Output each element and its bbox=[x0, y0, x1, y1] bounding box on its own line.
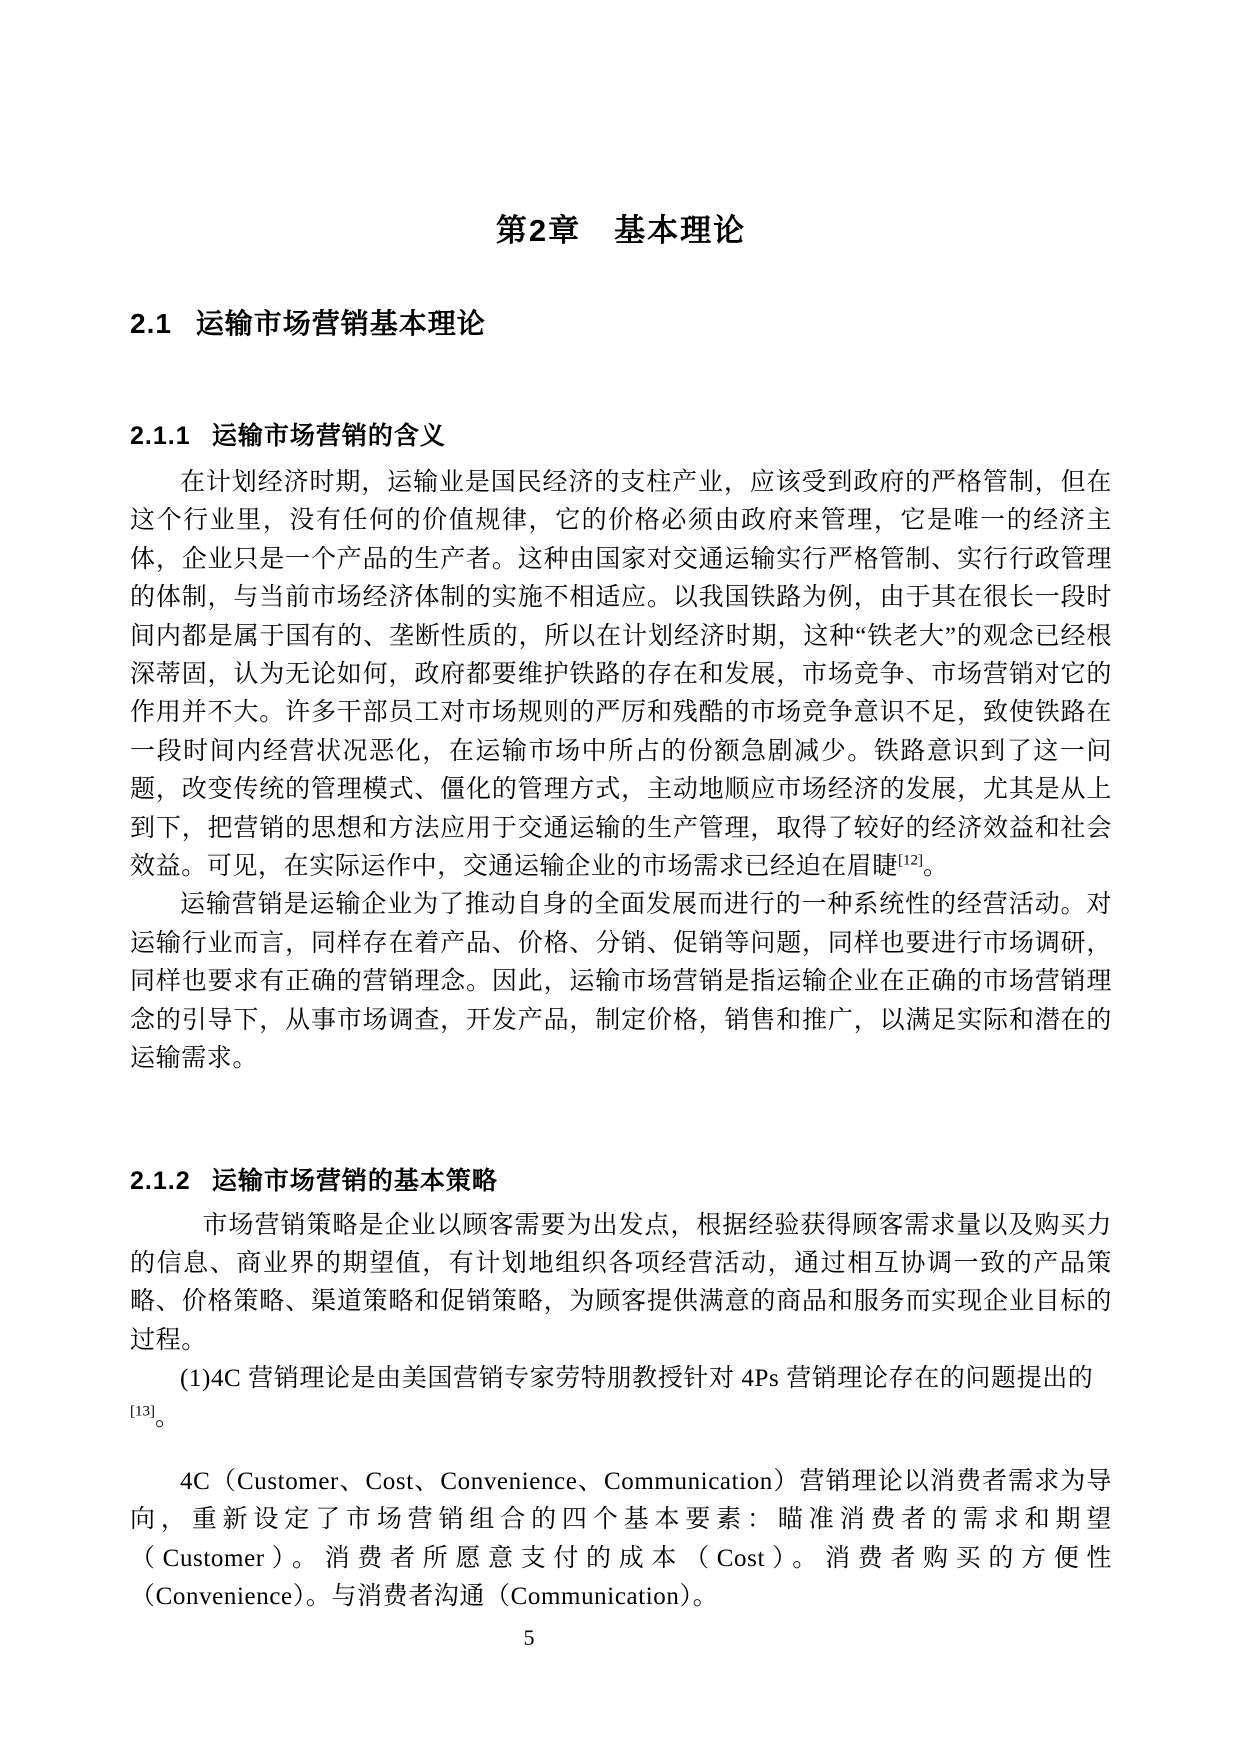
paragraph-3: 市场营销策略是企业以顾客需要为出发点，根据经验获得顾客需求量以及购买力的信息、商业界的期望值，有计划地组织各项经营活动，通过相互协调一致的产品策略、价格策略、渠道策略和促销策略，为顾客提供满意的商品和服务而实现企业目标的过程。 bbox=[130, 1211, 1112, 1354]
subsection-heading-2-1-1 bbox=[130, 418, 1112, 454]
paragraph-1-text: 在计划经济时期，运输业是国民经济的支柱产业，应该受到政府的严格管制，但在这个行业里，没有任何的价值规律，它的价格必须由政府来管理，它是唯一的经济主体，企业只是一个产品的生产者。这种由国家对交通运输实行严格管制、实行行政管理的体制，与当前市场经济体制的实施不相适应。以我国铁路为例，由于其在很长一段时间内都是属于国有的、垄断性质的，所以在计划经济时期，这种“铁老大”的观念已经根深蒂固，认为无论如何，政府都要维护铁路的存在和发展，市场竞争、市场营销对它的作用并不大。许多干部员工对市场规则的严厉和残酷的市场竞争意识不足，致使铁路在一段时间内经营状况恶化，在运输市场中所占的份额急剧减少。铁路意识到了这一问题，改变传统的管理模式、僵化的管理方式，主动地顺应市场经济的发展，尤其是从上到下，把营销的思想和方法应用于交通运输的生产管理，取得了较好的经济效益和社会效益。可见，在实际运作中，交通运输企业的市场需求已经迫在眉睫 bbox=[130, 469, 1112, 881]
subsection-title: 运输市场营销的基本策略 bbox=[211, 1166, 498, 1195]
subsection-number: 2.1.2 bbox=[130, 1166, 191, 1195]
subsection-number: 2.1.1 bbox=[130, 422, 191, 450]
paragraph-2: 运输营销是运输企业为了推动自身的全面发展而进行的一种系统性的经营活动。对运输行业而言，同样存在着产品、价格、分销、促销等问题，同样也要进行市场调研，同样也要求有正确的营销理念。因此，运输市场营销是指运输企业在正确的市场营销理念的引导下，从事市场调查，开发产品，制定价格，销售和推广，以满足实际和潜在的运输需求。 bbox=[130, 891, 1112, 1073]
page-number: 5 bbox=[523, 1625, 535, 1650]
section-heading-2-1 bbox=[130, 304, 1112, 344]
subsection-heading-2-1-2 bbox=[130, 1163, 1112, 1199]
paragraph-1 bbox=[130, 464, 1112, 886]
chapter-title: 第2章 基本理论 bbox=[495, 213, 747, 248]
section-title: 运输市场营销基本理论 bbox=[195, 308, 486, 339]
paragraph-4-ref-line bbox=[130, 1399, 1112, 1437]
paragraph-4-period: 。 bbox=[155, 1403, 181, 1431]
citation-ref-13: [13] bbox=[130, 1403, 155, 1420]
section-number: 2.1 bbox=[130, 308, 172, 339]
subsection-title: 运输市场营销的含义 bbox=[211, 422, 446, 450]
citation-ref-12: [12] bbox=[898, 852, 924, 869]
paragraph-5: 4C（Customer、Cost、Convenience、Communication）营销理论以消费者需求为导向，重新设定了市场营销组合的四个基本要素：瞄准消费者的需求和期望（Customer）。消费者所愿意支付的成本（Cost）。消费者购买的方便性（Convenience）。与消费者沟通（Communication）。 bbox=[130, 1467, 1112, 1611]
paragraph-1-period: 。 bbox=[923, 853, 949, 881]
paragraph-4-line: (1)4C 营销理论是由美国营销专家劳特朋教授针对 4Ps 营销理论存在的问题提出的 bbox=[180, 1365, 1094, 1393]
